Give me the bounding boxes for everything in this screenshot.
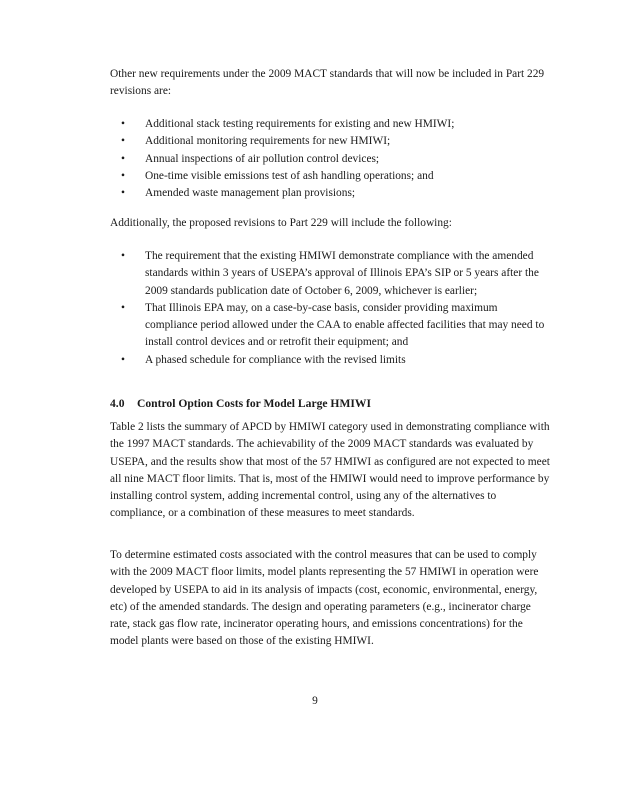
list-item [110, 116, 550, 133]
bullet-icon: • [121, 152, 125, 165]
list-item-text: Additional stack testing requirements for existing and new HMIWI; [145, 118, 455, 130]
list-item-text: Annual inspections of air pollution control devices; [145, 152, 380, 165]
bullet-icon: • [121, 187, 125, 200]
list-item [110, 185, 550, 202]
list-item-text: The requirement that the existing HMIWI demonstrate compliance with the amended standards within 3 years of USEPA’s approval of Illinois EPA’s SIP or 5 years after the 2009 standards publication date of October 6, 2009, whichever is earlier; [145, 250, 539, 297]
revisions-list [110, 248, 550, 369]
list-item [110, 168, 550, 185]
determine-paragraph: To determine estimated costs associated with the control measures that can be used to comply with the 2009 MACT floor limits, model plants representing the 57 HMIWI in operation were developed by USEPA to aid in its analysis of impacts (cost, economic, environmental, energy, etc) of the amended standards. The design and operating parameters (e.g., incinerator charge rate, stack gas flow rate, incinerator operating hours, and emissions concentrations) for the model plants were based on those of the existing HMIWI. [110, 549, 539, 648]
list-item-text: Additional monitoring requirements for new HMIWI; [145, 135, 391, 148]
list-item-text: Amended waste management plan provisions; [145, 187, 356, 200]
list-item-text: That Illinois EPA may, on a case-by-case basis, consider providing maximum compliance period allowed under the CAA to enable affected facilities that may need to install control devices and or retrofit their equipment; and [145, 301, 545, 349]
list-item [110, 352, 550, 369]
list-item [110, 151, 550, 168]
bullet-icon: • [121, 169, 125, 182]
list-item [110, 300, 550, 352]
list-item [110, 133, 550, 150]
bullet-icon: • [121, 353, 125, 366]
intro-paragraph: Other new requirements under the 2009 MACT standards that will now be included in Part 229 revisions are: [110, 68, 545, 98]
bullet-icon: • [121, 118, 125, 130]
requirements-list [110, 116, 550, 202]
list-item-text: One-time visible emissions test of ash handling operations; and [145, 169, 434, 182]
bullet-icon: • [121, 135, 125, 148]
list-item [110, 248, 550, 300]
list-item-text: A phased schedule for compliance with the revised limits [145, 353, 406, 366]
page-number: 9 [312, 695, 318, 707]
bullet-icon: • [121, 301, 125, 314]
additionally-paragraph: Additionally, the proposed revisions to Part 229 will include the following: [110, 217, 452, 229]
section-title: Control Option Costs for Model Large HMIWI [137, 397, 372, 410]
section-number: 4.0 [110, 397, 125, 410]
table2-paragraph: Table 2 lists the summary of APCD by HMIWI category used in demonstrating compliance with the 1997 MACT standards. The achievability of the 2009 MACT standards was evaluated by USEPA, and the results show that most of the 57 HMIWI as configured are not expected to meet all nine MACT floor limits. That is, most of the HMIWI would need to improve performance by installing control system, adding incremental control, using any of the alternatives to compliance, or a combination of these measures to meet standards. [110, 421, 550, 520]
section-heading [110, 395, 550, 412]
bullet-icon: • [121, 250, 125, 262]
